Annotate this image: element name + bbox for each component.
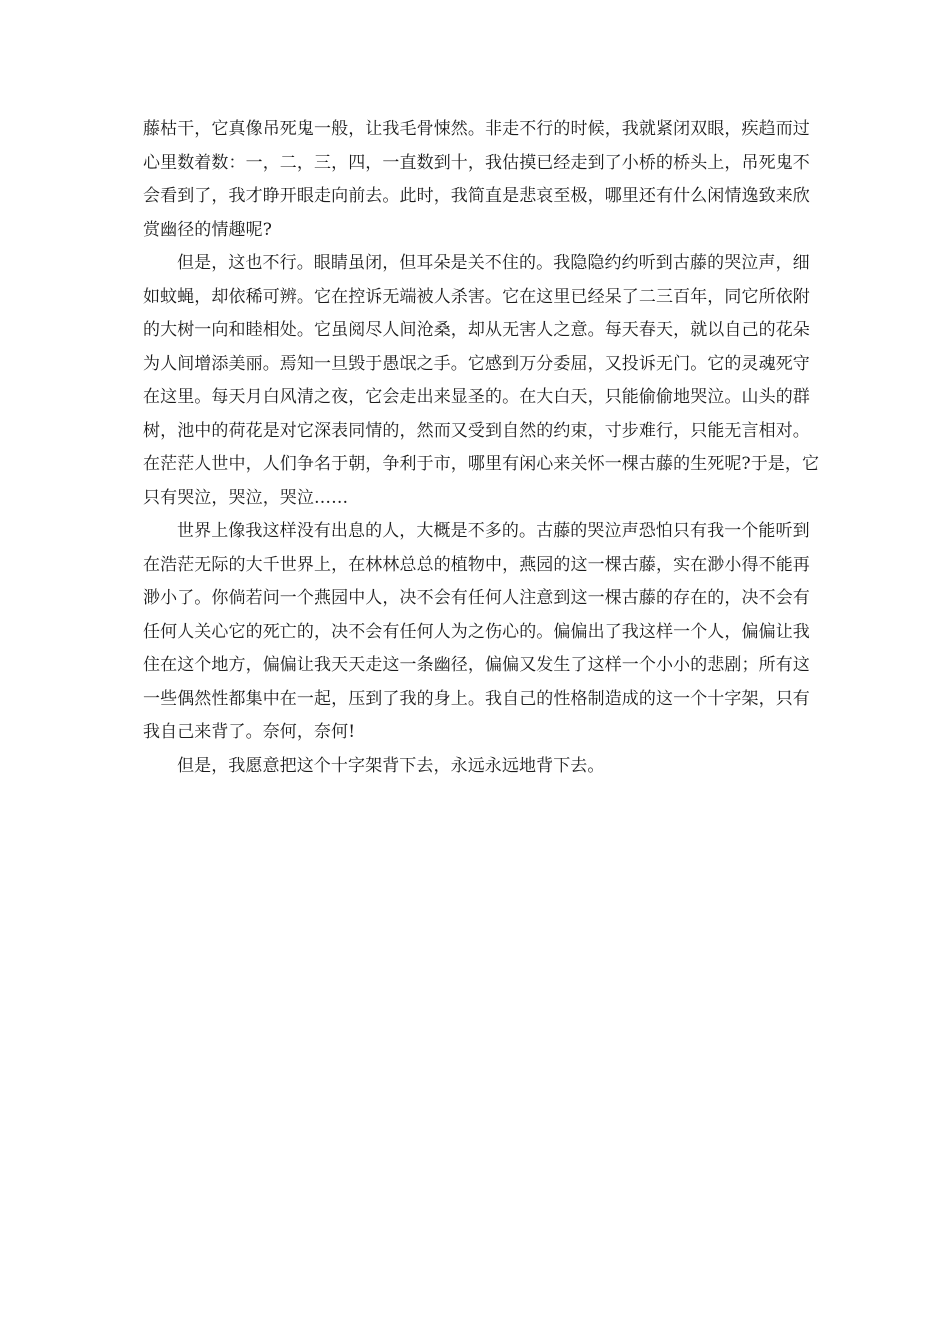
text-line: 任何人关心它的死亡的，决不会有任何人为之伤心的。偏偏出了我这样一个人，偏偏让我 [143,621,810,642]
document-body [143,113,820,783]
text-line: 但是，这也不行。眼睛虽闭，但耳朵是关不住的。我隐隐约约听到古藤的哭泣声，细 [177,253,810,273]
text-line: 为人间增添美丽。焉知一旦毁于愚氓之手。它感到万分委屈，又投诉无门。它的灵魂死守 [143,353,810,374]
text-line: 我自己来背了。奈何，奈何! [143,722,356,742]
text-line: 赏幽径的情趣呢? [143,219,272,240]
paragraph-4 [143,750,808,784]
text-line: 在这里。每天月白风清之夜，它会走出来显圣的。在大白天，只能偷偷地哭泣。山头的群 [143,387,810,407]
text-line: 心里数着数：一，二，三，四，一直数到十，我估摸已经走到了小桥的桥头上，吊死鬼不 [143,152,810,173]
text-line: 藤枯干，它真像吊死鬼一般，让我毛骨悚然。非走不行的时候，我就紧闭双眼，疾趋而过 [143,119,810,139]
text-line: 在浩茫无际的大千世界上，在林林总总的植物中，燕园的这一棵古藤，实在渺小得不能再 [143,554,810,575]
text-line: 只有哭泣，哭泣，哭泣…… [143,487,349,508]
paragraph-1 [143,113,808,247]
text-line: 渺小了。你倘若问一个燕园中人，决不会有任何人注意到这一棵古藤的存在的，决不会有 [143,588,810,608]
text-line: 住在这个地方，偏偏让我天天走这一条幽径，偏偏又发生了这样一个小小的悲剧；所有这 [143,655,810,675]
text-line: 如蚊蝇，却依稀可辨。它在控诉无端被人杀害。它在这里已经呆了二三百年，同它所依附 [143,286,810,307]
text-line: 一些偶然性都集中在一起，压到了我的身上。我自己的性格制造成的这一个十字架，只有 [143,688,810,709]
text-line: 在茫茫人世中，人们争名于朝，争利于市，哪里有闲心来关怀一棵古藤的生死呢?于是，它 [143,454,820,474]
paragraph-2 [143,247,820,515]
text-line: 的大树一向和睦相处。它虽阅尽人间沧桑，却从无害人之意。每天春天，就以自己的花朵 [143,320,810,340]
text-line: 树，池中的荷花是对它深表同情的，然而又受到自然的约束，寸步难行，只能无言相对。 [143,420,810,441]
text-line: 会看到了，我才睁开眼走向前去。此时，我简直是悲哀至极，哪里还有什么闲情逸致来欣 [143,186,810,206]
text-line: 但是，我愿意把这个十字架背下去，永远永远地背下去。 [177,755,605,776]
text-line: 世界上像我这样没有出息的人，大概是不多的。古藤的哭泣声恐怕只有我一个能听到 [177,521,810,541]
paragraph-3 [143,515,808,750]
